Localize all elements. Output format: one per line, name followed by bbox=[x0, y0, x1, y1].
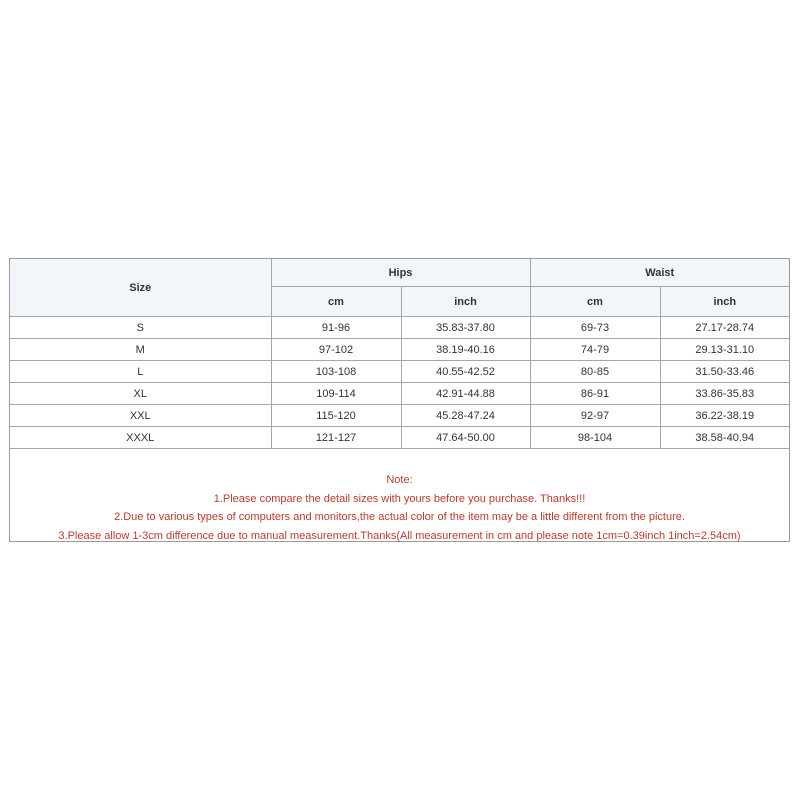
hips-inch-cell: 47.64-50.00 bbox=[401, 427, 530, 449]
waist-cm-cell: 92-97 bbox=[530, 405, 660, 427]
table-row bbox=[10, 339, 789, 361]
size-cell: XXXL bbox=[10, 427, 271, 449]
table-row bbox=[10, 361, 789, 383]
waist-cm-cell: 86-91 bbox=[530, 383, 660, 405]
size-cell: S bbox=[10, 317, 271, 339]
hips-cm-cell: 91-96 bbox=[271, 317, 401, 339]
hips-inch-cell: 35.83-37.80 bbox=[401, 317, 530, 339]
notes-title: Note: bbox=[386, 474, 413, 486]
table-row bbox=[10, 405, 789, 427]
size-cell: XXL bbox=[10, 405, 271, 427]
hips-cm-header: cm bbox=[271, 287, 401, 317]
hips-cm-cell: 103-108 bbox=[271, 361, 401, 383]
hips-inch-cell: 38.19-40.16 bbox=[401, 339, 530, 361]
hips-inch-header: inch bbox=[401, 287, 530, 317]
hips-group-header: Hips bbox=[271, 259, 530, 287]
table-row bbox=[10, 383, 789, 405]
waist-inch-cell: 33.86-35.83 bbox=[660, 383, 789, 405]
waist-inch-cell: 31.50-33.46 bbox=[660, 361, 789, 383]
hips-cm-cell: 115-120 bbox=[271, 405, 401, 427]
waist-inch-cell: 29.13-31.10 bbox=[660, 339, 789, 361]
size-cell: XL bbox=[10, 383, 271, 405]
note-line-1: 1.Please compare the detail sizes with yours before you purchase. Thanks!!! bbox=[213, 492, 586, 505]
waist-inch-cell: 27.17-28.74 bbox=[660, 317, 789, 339]
waist-cm-cell: 74-79 bbox=[530, 339, 660, 361]
hips-cm-cell: 97-102 bbox=[271, 339, 401, 361]
waist-group-header: Waist bbox=[530, 259, 789, 287]
waist-cm-header: cm bbox=[530, 287, 660, 317]
note-line-2: 2.Due to various types of computers and monitors,the actual color of the item may be a little different from the picture. bbox=[114, 511, 685, 523]
waist-inch-cell: 36.22-38.19 bbox=[660, 405, 789, 427]
waist-cm-cell: 69-73 bbox=[530, 317, 660, 339]
size-chart bbox=[9, 258, 790, 542]
hips-inch-cell: 42.91-44.88 bbox=[401, 383, 530, 405]
hips-cm-cell: 109-114 bbox=[271, 383, 401, 405]
notes-section bbox=[10, 471, 789, 545]
waist-inch-cell: 38.58-40.94 bbox=[660, 427, 789, 449]
size-table bbox=[10, 259, 789, 449]
table-row bbox=[10, 427, 789, 449]
waist-cm-cell: 98-104 bbox=[530, 427, 660, 449]
waist-inch-header: inch bbox=[660, 287, 789, 317]
table-row bbox=[10, 317, 789, 339]
size-cell: M bbox=[10, 339, 271, 361]
hips-inch-cell: 40.55-42.52 bbox=[401, 361, 530, 383]
note-line-3: 3.Please allow 1-3cm difference due to manual measurement.Thanks(All measurement in cm and please note 1cm=0.39inch 1inch=2.54cm) bbox=[58, 529, 741, 542]
size-cell: L bbox=[10, 361, 271, 383]
waist-cm-cell: 80-85 bbox=[530, 361, 660, 383]
header-row-group bbox=[10, 259, 789, 287]
size-column-header: Size bbox=[10, 259, 271, 317]
hips-inch-cell: 45.28-47.24 bbox=[401, 405, 530, 427]
hips-cm-cell: 121-127 bbox=[271, 427, 401, 449]
